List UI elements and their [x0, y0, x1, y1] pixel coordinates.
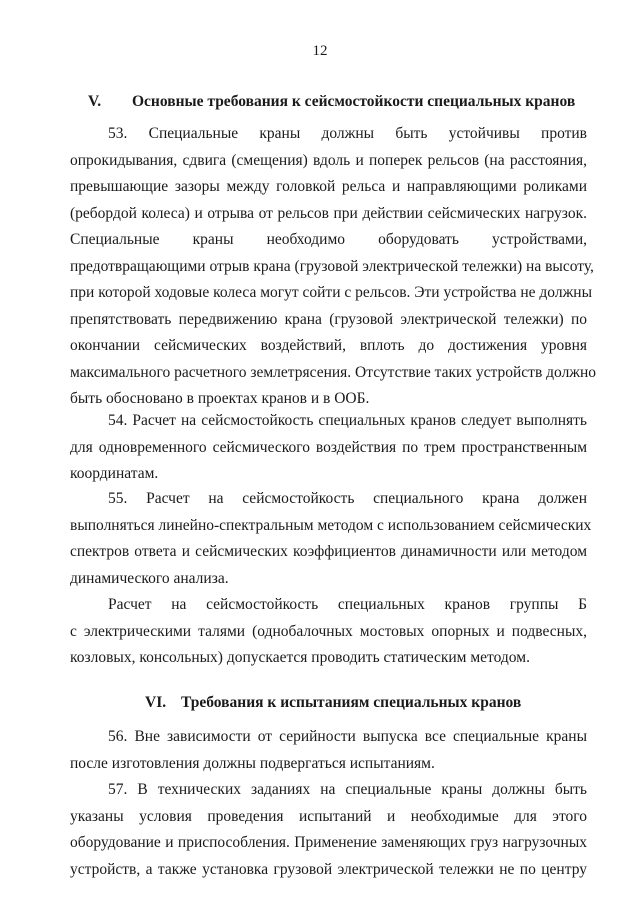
text-line: Расчет на сейсмостойкость специальных кранов группы Б: [108, 596, 587, 613]
text-line: выполняться линейно-спектральным методом с использованием сейсмических: [70, 516, 592, 534]
text-line: окончании сейсмических воздействий, вплоть до достижения уровня: [70, 337, 587, 354]
paragraph-54: [70, 408, 587, 488]
page-number: 12: [312, 43, 328, 59]
text-line: указаны условия проведения испытаний и необходимые для этого: [70, 807, 587, 825]
section-heading-6: [145, 694, 521, 712]
text-line: 54. Расчет на сейсмостойкость специальных кранов следует выполнять: [108, 412, 587, 429]
text-line: после изготовления должны подвергаться испытаниям.: [70, 754, 435, 772]
text-line: 55. Расчет на сейсмостойкость специального крана должен: [108, 490, 587, 507]
text-line: 53. Специальные краны должны быть устойчивы против: [108, 125, 587, 142]
text-line: быть обосновано в проектах кранов и в ООБ.: [70, 390, 370, 407]
text-line: Специальные краны необходимо оборудовать устройствами,: [70, 231, 587, 248]
text-line: предотвращающими отрыв крана (грузовой электрической тележки) на высоту,: [70, 257, 594, 275]
paragraph-53: [70, 121, 597, 413]
text-line: устройств, а также установка грузовой электрической тележки не по центру: [70, 860, 587, 878]
text-line: для одновременного сейсмического воздействия по трем пространственным: [70, 438, 587, 456]
text-line: препятствовать передвижению крана (грузовой электрической тележки) по: [70, 310, 587, 328]
text-line: с электрическими талями (однобалочных мостовых опорных и подвесных,: [70, 622, 587, 640]
text-line: козловых, консольных) допускается проводить статическим методом.: [70, 649, 530, 666]
text-line: 57. В технических заданиях на специальные краны должны быть: [108, 781, 587, 798]
text-line: спектров ответа и сейсмических коэффициентов динамичности или методом: [70, 543, 587, 560]
paragraph-56: [70, 724, 587, 777]
text-line: 56. Вне зависимости от серийности выпуска все специальные краны: [108, 728, 587, 745]
text-line: опрокидывания, сдвига (смещения) вдоль и поперек рельсов (на расстояния,: [70, 151, 587, 169]
text-line: превышающие зазоры между головкой рельса и направляющими роликами: [70, 178, 587, 195]
section-number: VI.: [145, 694, 167, 711]
paragraph-55: [70, 486, 592, 592]
section-heading-5: [88, 93, 575, 111]
text-line: оборудование и приспособления. Применение заменяющих груз нагрузочных: [70, 834, 587, 851]
paragraph-55-continued: [70, 592, 587, 672]
text-line: максимального расчетного землетрясения. Отсутствие таких устройств должно: [70, 363, 597, 381]
paragraph-57: [70, 777, 587, 883]
section-number: V.: [88, 93, 102, 110]
text-line: координатам.: [70, 465, 159, 482]
text-line: (ребордой колеса) и отрыва от рельсов при действии сейсмических нагрузок.: [70, 204, 587, 222]
text-line: при которой ходовые колеса могут сойти с рельсов. Эти устройства не должны: [70, 284, 592, 301]
section-title: Основные требования к сейсмостойкости специальных кранов: [132, 93, 576, 110]
text-line: динамического анализа.: [70, 569, 229, 587]
section-title: Требования к испытаниям специальных кранов: [181, 694, 522, 711]
